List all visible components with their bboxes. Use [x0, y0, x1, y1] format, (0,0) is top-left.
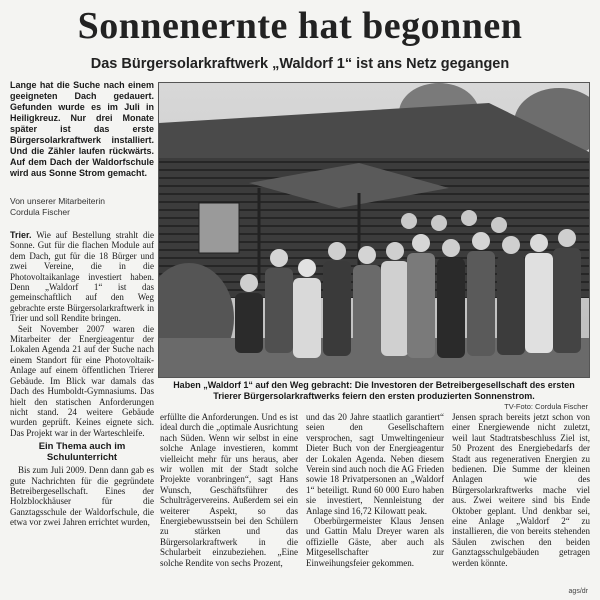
article-column-1: [10, 230, 154, 596]
paragraph: und das 20 Jahre staatlich garantiert“ seien den Gesellschaftern versprochen, sagt Umweltingenieur Dieter Buch von der Energieagentur der Lokalen Agenda. Neben diesem Verein sind auch noch die AG Frieden sowie 18 Privatpersonen an „Waldorf 1“ beteiligt. Rund 60 000 Euro haben sie investiert, Nennleistung der Anlage sind 16,72 Kilowatt peak.: [306, 412, 444, 516]
agency-tag: ags/dr: [568, 588, 588, 595]
byline-author: Cordula Fischer: [10, 206, 70, 217]
paragraph: Bis zum Juli 2009. Denn dann gab es gute Nachrichten für die gegründete Betreibergesellschaft. Eines der Holzblockhäuser für die Ganztagsschule der Waldorfschule, die etwa vor zwei Jahren errichtet wurden,: [10, 465, 154, 528]
paragraph: Trier. Wie auf Bestellung strahlt die Sonne. Gut für die flachen Module auf dem Dach, gut für die 18 Bürger und zwei Vereine, die in die Photovoltaikanlage investiert haben. Denn „Waldorf 1“ ist das gemeinschaftlich auf den Weg gebrachte erste Bürgersolarkraftwerk in Trier und soll Rendite bringen.: [10, 230, 154, 324]
article-column-3: [306, 412, 444, 596]
subheading: Ein Thema auch im Schulunterricht: [38, 441, 126, 464]
group-photo: [158, 82, 590, 378]
byline: [10, 196, 154, 217]
headline: Sonnenernte hat begonnen: [77, 5, 523, 47]
dateline: Trier.: [10, 230, 32, 240]
paragraph: Seit November 2007 waren die Mitarbeiter der Energieagentur der Lokalen Agenda 21 auf der Suche nach einem Standort für eine Photovoltaik-Anlage auf einem öffentlichen Trierer Gebäude. Im Blick war damals das Dach des Humboldt-Gymnasiums. Das hielt den statischen Anforderungen nicht stand. 24 weitere Gebäude wurden geprüft. Keines eignete sich. Das Projekt war in der Warteschleife.: [10, 323, 154, 438]
lead-paragraph: Lange hat die Suche nach einem geeigneten Dach gedauert. Gefunden wurde es im Juli in Heiligkreuz. Nur drei Monate später ist das erste Bürgersolarkraftwerk installiert. Und die Zähler laufen rückwärts. Auf dem Dach der Waldorfschule wird aus Sonne Strom gemacht.: [10, 80, 154, 178]
photo-credit: TV-Foto: Cordula Fischer: [504, 402, 588, 411]
photo-caption: [158, 380, 590, 401]
caption-text: Haben „Waldorf 1“ auf den Weg gebracht: Die Investoren der Betreibergesellschaft des ersten Trierer Bürgersolarkraftwerks feiern den ersten produzierten Sonnenstrom.: [173, 380, 575, 401]
article-column-4: [452, 412, 590, 588]
article-column-2: [160, 412, 298, 596]
byline-role: Von unserer Mitarbeiterin: [10, 196, 105, 206]
paragraph: Jensen sprach bereits jetzt schon von einer Energiewende nicht zuletzt, weil laut Stadtratsbeschluss Ziel ist, 50 Prozent des Energiebedarfs der Stadt aus regenerativen Energien zu bedienen. Die Summe der kleinen Anlagen wie des Bürgersolarkraftwerks mache viel aus. Zwei weitere sind bis Ende Oktober geplant. Und denkbar sei, eine Anlage „Waldorf 2“ zu installieren, die von bereits stehenden Säulen zwischen den beiden Ganztagsschulgebäuden getragen werden könnte.: [452, 412, 590, 568]
subheadline: Das Bürgersolarkraftwerk „Waldorf 1“ ist ans Netz gegangen: [90, 56, 510, 72]
paragraph: erfüllte die Anforderungen. Und es ist ideal durch die „optimale Ausrichtung nach Süden. Wenn wir selbst in eine solche Anlage investieren, kommt vielleicht mehr für uns heraus, aber wir wollen mit der Stadt solche Projekte voranbringen“, sagt Hans Wunsch, Geschäftsführer des Schulträgervereins. Außerdem sei ein weiterer Aspekt, so das Energiebewusstsein bei den Schülern zu stärken und das Bürgersolarkraftwerk in die Schularbeit einzubeziehen. „Eine solche Rendite von sechs Prozent,: [160, 412, 298, 568]
paragraph: Oberbürgermeister Klaus Jensen und Gattin Malu Dreyer waren als offizielle Gäste, aber auch als Mitgesellschafter zur Einweihungsfeier gekommen.: [306, 516, 444, 568]
